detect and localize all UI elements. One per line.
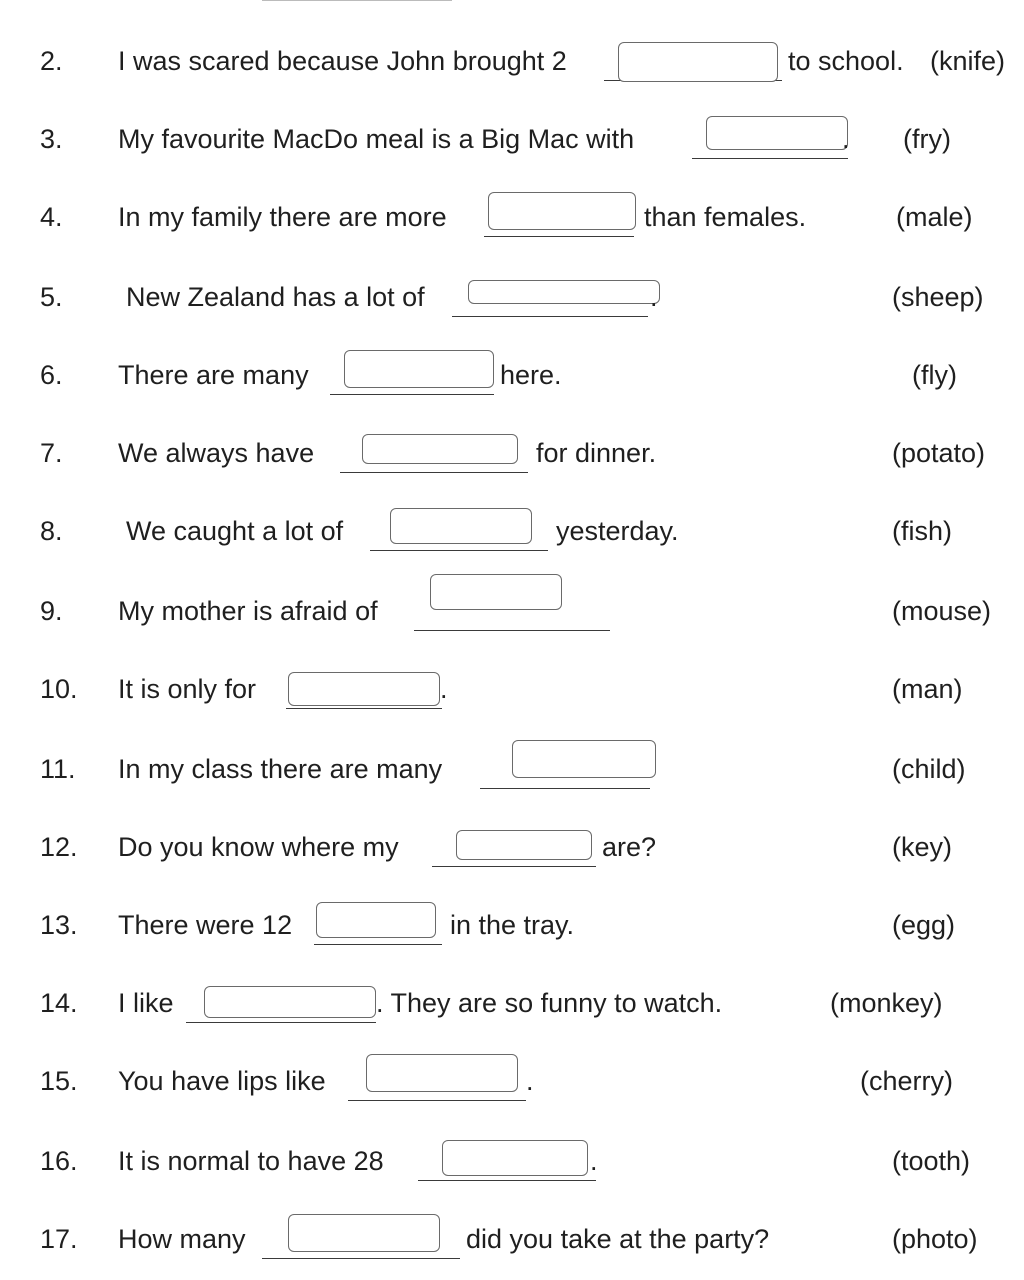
sentence-start: In my class there are many — [118, 754, 443, 784]
sentence-start: We caught a lot of — [126, 516, 344, 546]
answer-underline — [452, 316, 648, 317]
exercise-row — [0, 908, 1024, 948]
answer-box[interactable] — [288, 1214, 440, 1252]
sentence-start: I was scared because John brought 2 — [118, 46, 567, 76]
answer-underline — [330, 394, 494, 395]
base-word-hint: (knife) — [930, 46, 1006, 76]
answer-underline — [370, 550, 548, 551]
exercise-row — [0, 672, 1024, 712]
base-word-hint: (child) — [892, 754, 966, 784]
sentence-end: are? — [602, 832, 657, 862]
exercise-row — [0, 752, 1024, 792]
sentence-end: . — [590, 1146, 598, 1176]
exercise-row — [0, 1144, 1024, 1184]
sentence-start: I like — [118, 988, 174, 1018]
answer-underline — [314, 944, 442, 945]
answer-box[interactable] — [618, 42, 778, 82]
exercise-number: 17. — [40, 1224, 78, 1254]
answer-box[interactable] — [442, 1140, 588, 1176]
sentence-end: in the tray. — [450, 910, 575, 940]
exercise-number: 8. — [40, 516, 63, 546]
sentence-start: New Zealand has a lot of — [126, 282, 425, 312]
sentence-end: here. — [500, 360, 562, 390]
base-word-hint: (mouse) — [892, 596, 992, 626]
exercise-number: 13. — [40, 910, 78, 940]
base-word-hint: (sheep) — [892, 282, 984, 312]
sentence-end: than females. — [644, 202, 807, 232]
exercise-number: 12. — [40, 832, 78, 862]
exercise-row — [0, 594, 1024, 634]
answer-underline — [432, 866, 596, 867]
base-word-hint: (photo) — [892, 1224, 978, 1254]
sentence-start: My favourite MacDo meal is a Big Mac with — [118, 124, 635, 154]
sentence-start: In my family there are more — [118, 202, 447, 232]
answer-underline — [692, 158, 848, 159]
exercise-number: 3. — [40, 124, 63, 154]
sentence-start: My mother is afraid of — [118, 596, 378, 626]
answer-underline — [286, 708, 442, 709]
sentence-end: . They are so funny to watch. — [376, 988, 723, 1018]
answer-box[interactable] — [288, 672, 440, 706]
exercise-row — [0, 122, 1024, 162]
answer-box[interactable] — [366, 1054, 518, 1092]
answer-box[interactable] — [456, 830, 592, 860]
base-word-hint: (fish) — [892, 516, 952, 546]
exercise-row — [0, 436, 1024, 476]
sentence-start: How many — [118, 1224, 246, 1254]
sentence-start: We always have — [118, 438, 315, 468]
base-word-hint: (tooth) — [892, 1146, 971, 1176]
answer-underline — [186, 1022, 376, 1023]
base-word-hint: (monkey) — [830, 988, 943, 1018]
answer-box[interactable] — [362, 434, 518, 464]
exercise-number: 2. — [40, 46, 63, 76]
exercise-row — [0, 358, 1024, 398]
answer-box[interactable] — [390, 508, 532, 544]
exercise-row — [0, 830, 1024, 870]
base-word-hint: (male) — [896, 202, 973, 232]
sentence-end: . — [650, 282, 658, 312]
exercise-row — [0, 280, 1024, 320]
exercise-number: 5. — [40, 282, 63, 312]
base-word-hint: (fry) — [903, 124, 951, 154]
sentence-start: It is only for — [118, 674, 257, 704]
answer-underline — [340, 472, 528, 473]
sentence-end: . — [842, 124, 850, 154]
answer-box[interactable] — [430, 574, 562, 610]
exercise-row — [0, 1064, 1024, 1104]
exercise-number: 4. — [40, 202, 63, 232]
cropped-top-edge — [262, 0, 452, 1]
base-word-hint: (fly) — [912, 360, 957, 390]
exercise-number: 7. — [40, 438, 63, 468]
exercise-number: 11. — [40, 754, 76, 784]
answer-underline — [414, 630, 610, 631]
exercise-number: 15. — [40, 1066, 78, 1096]
exercise-row — [0, 514, 1024, 554]
sentence-end: . — [526, 1066, 534, 1096]
base-word-hint: (man) — [892, 674, 963, 704]
sentence-end: yesterday. — [556, 516, 679, 546]
exercise-row — [0, 44, 1024, 84]
answer-underline — [348, 1100, 526, 1101]
exercise-number: 14. — [40, 988, 78, 1018]
sentence-end: for dinner. — [536, 438, 657, 468]
answer-underline — [262, 1258, 460, 1259]
answer-box[interactable] — [488, 192, 636, 230]
sentence-end: . — [440, 674, 448, 704]
answer-box[interactable] — [512, 740, 656, 778]
exercise-number: 6. — [40, 360, 63, 390]
sentence-end: to school. — [788, 46, 904, 76]
answer-box[interactable] — [468, 280, 660, 304]
answer-underline — [484, 236, 634, 237]
exercise-number: 16. — [40, 1146, 78, 1176]
answer-box[interactable] — [316, 902, 436, 938]
exercise-number: 10. — [40, 674, 78, 704]
base-word-hint: (egg) — [892, 910, 956, 940]
sentence-start: It is normal to have 28 — [118, 1146, 384, 1176]
exercise-row — [0, 200, 1024, 240]
exercise-row — [0, 986, 1024, 1026]
base-word-hint: (cherry) — [860, 1066, 953, 1096]
sentence-end: did you take at the party? — [466, 1224, 770, 1254]
base-word-hint: (key) — [892, 832, 952, 862]
sentence-start: Do you know where my — [118, 832, 399, 862]
sentence-start: You have lips like — [118, 1066, 326, 1096]
sentence-start: There were 12 — [118, 910, 293, 940]
exercise-row — [0, 1222, 1024, 1262]
answer-box[interactable] — [706, 116, 848, 150]
answer-underline — [480, 788, 650, 789]
base-word-hint: (potato) — [892, 438, 986, 468]
answer-underline — [418, 1180, 596, 1181]
exercise-number: 9. — [40, 596, 63, 626]
answer-box[interactable] — [344, 350, 494, 388]
sentence-start: There are many — [118, 360, 309, 390]
answer-box[interactable] — [204, 986, 376, 1018]
